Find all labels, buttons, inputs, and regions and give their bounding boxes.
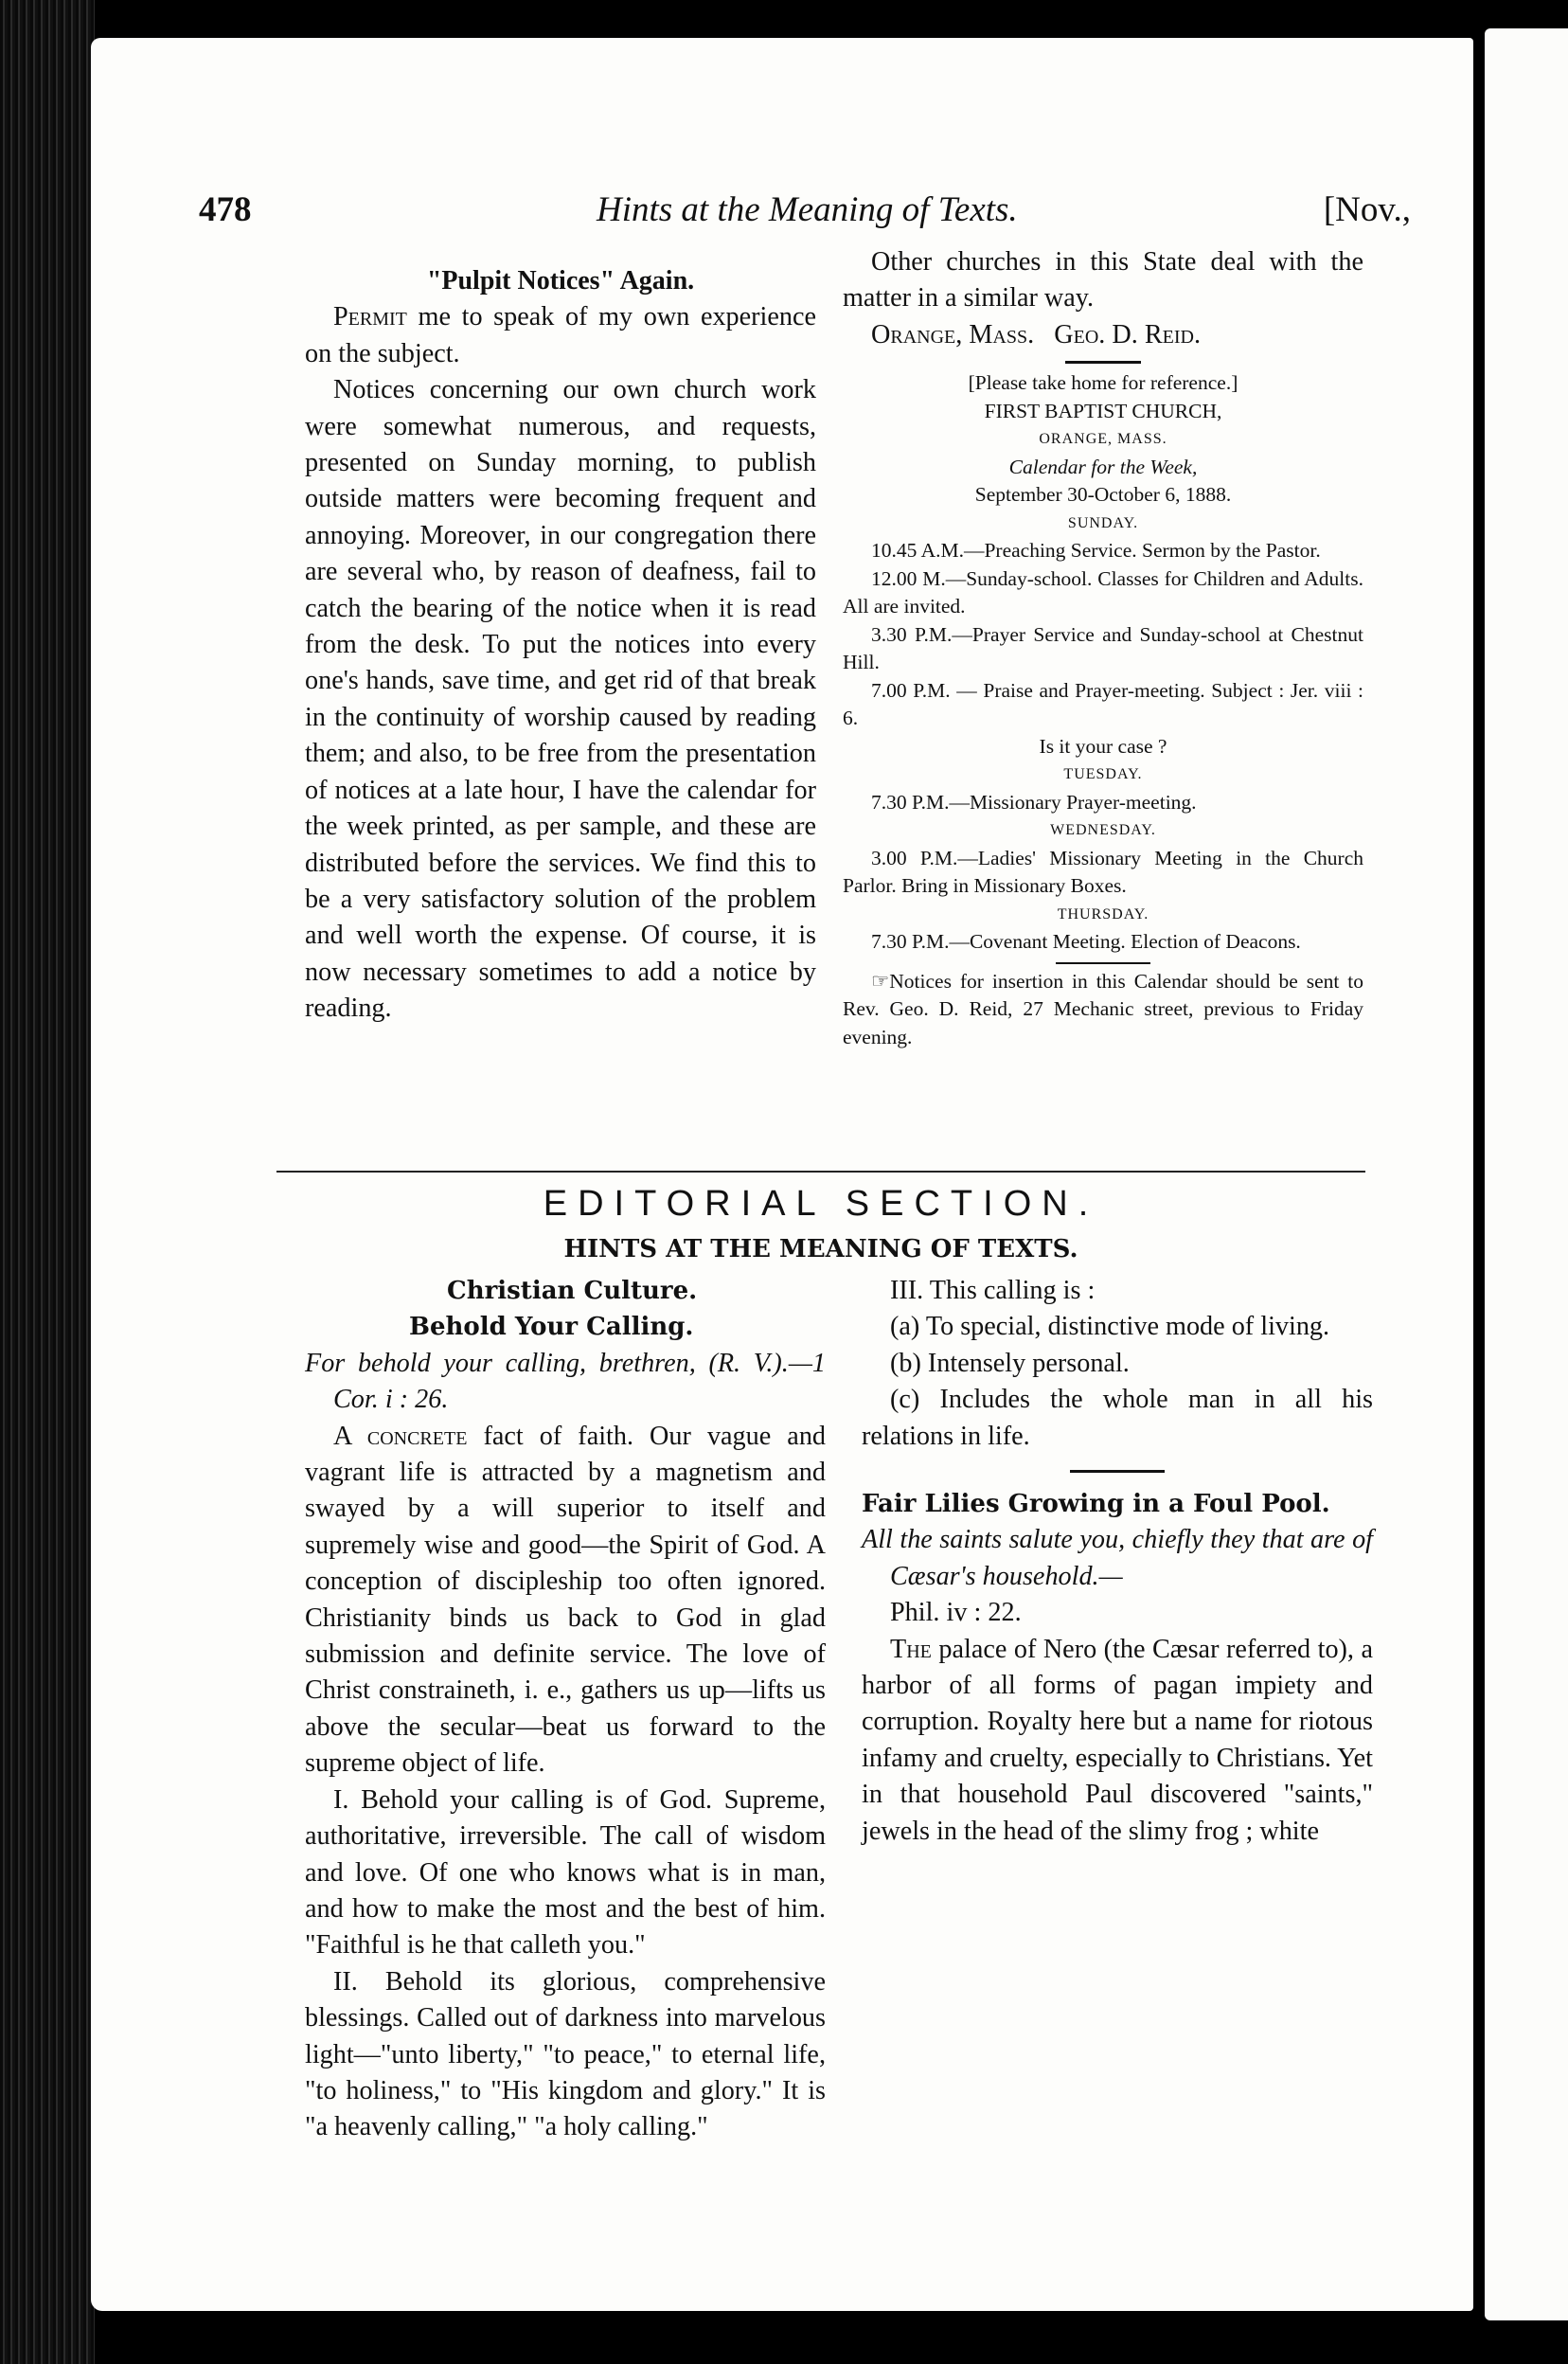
calendar-entry: 7.30 P.M.—Covenant Meeting. Election of Deacons.	[871, 930, 1301, 954]
calendar-dates: September 30-October 6, 1888.	[974, 483, 1232, 507]
calendar-entry: Is it your case ?	[1039, 734, 1167, 758]
calendar-entry: 3.00 P.M.—Ladies' Missionary Meeting in the Church Parlor. Bring in Missionary Boxes.	[843, 846, 1363, 898]
paragraph	[305, 299, 816, 372]
paragraph: II. Behold its glorious, comprehensive blessings. Called out of darkness into marvelous light—"unto liberty," "to peace," to eternal life, "to holiness," to "His kingdom and glory." It is "a heavenly calling," "a holy calling."	[305, 1966, 826, 2142]
divider	[1070, 1470, 1165, 1473]
divider	[1065, 361, 1141, 364]
signature-name: Geo. D. Reid.	[1054, 319, 1202, 349]
paragraph	[305, 1419, 826, 1782]
day-heading-wednesday: WEDNESDAY.	[1050, 822, 1156, 839]
culture-continued-and-lilies	[862, 1273, 1373, 1850]
lead-word: Permit	[333, 302, 407, 332]
paragraph: Other churches in this State deal with the matter in a similar way.	[843, 247, 1363, 313]
section-subtitle: HINTS AT THE MEANING OF TEXTS.	[563, 1235, 1078, 1263]
paragraph: (c) Includes the whole man in all his relations in life.	[862, 1385, 1373, 1451]
pulpit-notices-article	[305, 263, 816, 1028]
pulpit-notices-continued	[843, 244, 1363, 1051]
signature-place: Orange, Mass.	[871, 319, 1035, 349]
pointing-hand-icon: ☞	[871, 969, 890, 993]
paragraph	[862, 1632, 1373, 1850]
article-heading: Christian Culture.	[447, 1277, 698, 1305]
calendar-footer	[843, 968, 1363, 1052]
day-heading-thursday: THURSDAY.	[1057, 905, 1149, 922]
calendar-title: Calendar for the Week,	[1008, 455, 1198, 478]
signature	[843, 317, 1363, 353]
section-rule	[276, 1171, 1365, 1173]
lead-word: A concrete	[333, 1421, 468, 1451]
scripture-reference: Phil. iv : 22.	[890, 1598, 1022, 1628]
calendar-entry: 10.45 A.M.—Preaching Service. Sermon by the Pastor.	[871, 539, 1321, 563]
article-subheading: Behold Your Calling.	[409, 1313, 694, 1342]
section-title: EDITORIAL SECTION.	[543, 1184, 1099, 1224]
calendar-note: [Please take home for reference.]	[968, 371, 1238, 395]
church-name: FIRST BAPTIST CHURCH,	[984, 399, 1222, 422]
scripture-text: All the saints salute you, chiefly they that are of Cæsar's household.—	[862, 1525, 1373, 1591]
christian-culture-article	[305, 1273, 826, 2146]
article-heading: Fair Lilies Growing in a Foul Pool.	[862, 1490, 1330, 1519]
church-calendar	[843, 369, 1363, 1051]
scripture-text: For behold your calling, brethren, (R. V.).—1 Cor. i : 26.	[305, 1348, 826, 1415]
paragraph: (b) Intensely personal.	[890, 1348, 1130, 1378]
calendar-entry: 7.00 P.M. — Praise and Prayer-meeting. Subject : Jer. viii : 6.	[843, 678, 1363, 730]
facing-page-edge	[1485, 28, 1568, 2320]
divider	[1056, 962, 1150, 964]
lead-word: The	[890, 1634, 932, 1664]
paragraph-text: fact of faith. Our vague and vagrant life is attracted by a magnetism and swayed by a will superior to itself and supremely wise and good—the Spirit of God. A conception of discipleship too often ignored. Christianity binds us back to God in glad submission and definite service. The love of Christ constraineth, i. e., gathers us up—lifts us above the secular—beat us forward to the supreme object of life.	[305, 1421, 827, 1779]
calendar-footer-text: Notices for insertion in this Calendar should be sent to Rev. Geo. D. Reid, 27 Mechanic street, previous to Friday evening.	[843, 969, 1363, 1048]
running-title: Hints at the Meaning of Texts.	[597, 190, 1018, 229]
paragraph-text: palace of Nero (the Cæsar referred to), a harbor of all forms of pagan impiety and corruption. Royalty here but a name for riotous infamy and cruelty, especially to Christians. Yet in that household Paul discovered "saints," jewels in the head of the slimy frog ; white	[862, 1634, 1373, 1846]
book-page-edges	[0, 0, 95, 2364]
paragraph-text: me to speak of my own experience on the subject.	[305, 302, 816, 368]
page-number: 478	[199, 190, 252, 229]
running-head	[199, 189, 1411, 246]
paragraph: I. Behold your calling is of God. Supreme, authoritative, irreversible. The call of wisdom and love. Of one who knows what is in man, and how to make the most and the best of him. "Faithful is he that calleth you."	[305, 1784, 826, 1961]
paragraph: Notices concerning our own church work were somewhat numerous, and requests, presented on Sunday morning, to publish outside matters were becoming frequent and annoying. Moreover, in our congregation there are several who, by reason of deafness, fail to catch the bearing of the notice when it is read from the desk. To put the notices into every one's hands, save time, and get rid of that break in the continuity of worship caused by reading them; and also, to be free from the presentation of notices at a late hour, I have the calendar for the week printed, as per sample, and these are distributed before the services. We find this to be a very satisfactory solution of the problem and well worth the expense. Of course, it is now necessary sometimes to add a notice by reading.	[305, 375, 816, 1024]
day-heading-sunday: SUNDAY.	[1067, 514, 1139, 531]
paragraph: (a) To special, distinctive mode of living.	[890, 1312, 1330, 1342]
paragraph: III. This calling is :	[890, 1276, 1096, 1305]
calendar-entry: 7.30 P.M.—Missionary Prayer-meeting.	[871, 790, 1197, 814]
running-month: [Nov.,	[1323, 190, 1411, 229]
calendar-entry: 12.00 M.—Sunday-school. Classes for Children and Adults. All are invited.	[843, 566, 1363, 618]
church-town: ORANGE, MASS.	[1039, 431, 1167, 448]
day-heading-tuesday: TUESDAY.	[1063, 766, 1143, 783]
article-heading: "Pulpit Notices" Again.	[426, 266, 695, 296]
calendar-entry: 3.30 P.M.—Prayer Service and Sunday-school at Chestnut Hill.	[843, 622, 1363, 674]
